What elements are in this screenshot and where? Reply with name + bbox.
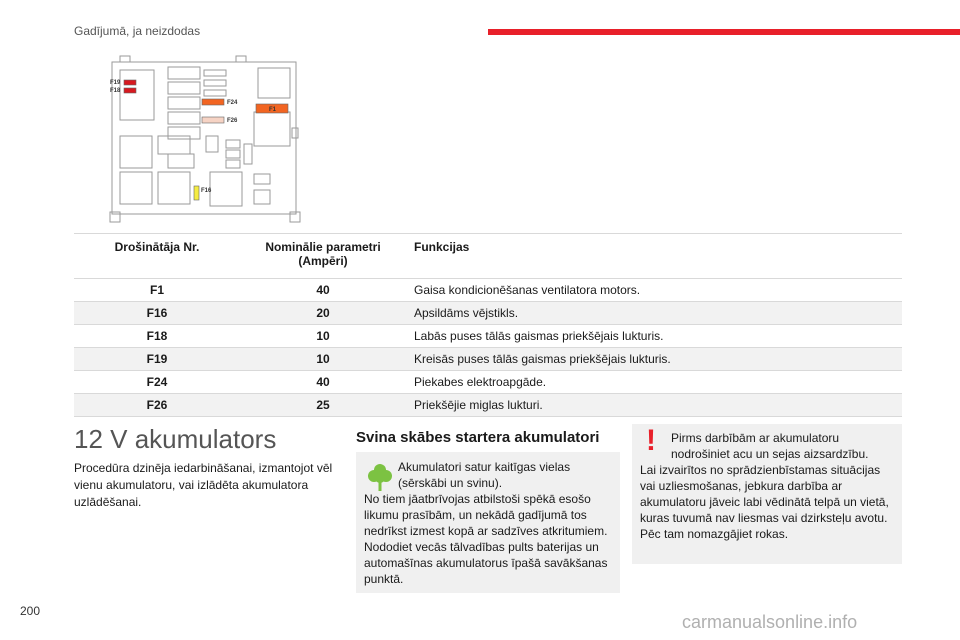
table-row — [74, 302, 902, 325]
eco-body-text: No tiem jāatbrīvojas atbilstoši spēkā esošo likumu prasībām, un nekādā gadījumā tos nedrīkst izmest kopā ar sadzīves atkritumiem. Nododiet vecās tālvadības pults baterijas un automašīnas akumulatorus īpašā savākšanas punktā. — [364, 492, 608, 586]
warning-body — [640, 462, 898, 542]
cell-fuse: F26 — [74, 394, 240, 417]
fuse-f26 — [202, 117, 224, 123]
warning-body-text-2: Pēc tam nomazgājiet rokas. — [640, 527, 789, 541]
table-row — [74, 325, 902, 348]
table-row — [74, 371, 902, 394]
fuse-f24 — [202, 99, 224, 105]
page-number: 200 — [20, 604, 41, 618]
cell-function: Kreisās puses tālās gaismas priekšējais lukturis. — [406, 348, 902, 371]
fuse-box-diagram — [106, 52, 302, 224]
cell-fuse: F24 — [74, 371, 240, 394]
cell-fuse: F1 — [74, 279, 240, 302]
header-rating-line1: Nominālie parametri — [265, 240, 381, 254]
cell-function: Piekabes elektroapgāde. — [406, 371, 902, 394]
warning-body-text: Lai izvairītos no sprādzienbīstamas situācijas vai uzliesmošanas, jebkura darbība ar akumulatoru jāveic labi vēdinātā telpā un vietā, kuras tuvumā nav liesmas vai dzirksteļu avotu. — [640, 463, 889, 525]
fuse-f19 — [124, 80, 136, 85]
cell-amps: 40 — [240, 371, 406, 394]
cell-fuse: F19 — [74, 348, 240, 371]
header-rating — [240, 234, 406, 279]
fuse-label-f24: F24 — [227, 100, 238, 106]
cell-amps: 40 — [240, 279, 406, 302]
table-header-row — [74, 234, 902, 279]
fuse-table — [74, 233, 902, 417]
cell-fuse: F16 — [74, 302, 240, 325]
cell-amps: 25 — [240, 394, 406, 417]
fuse-label-f1: F1 — [269, 107, 277, 113]
fuse-label-f26: F26 — [227, 118, 238, 124]
cell-fuse: F18 — [74, 325, 240, 348]
warning-icon: ! — [646, 424, 656, 457]
cell-amps: 20 — [240, 302, 406, 325]
eco-note-box — [356, 452, 620, 593]
page-header-section: Gadījumā, ja neizdodas — [74, 24, 201, 38]
table-row — [74, 348, 902, 371]
warning-box — [632, 424, 902, 564]
fuse-f16 — [194, 186, 199, 200]
header-rating-line2: (Ampēri) — [298, 254, 348, 268]
table-row — [74, 279, 902, 302]
cell-function: Apsildāms vējstikls. — [406, 302, 902, 325]
fuse-f18 — [124, 88, 136, 93]
section-intro-text: Procedūra dzinēja iedarbināšanai, izmantojot vēl vienu akumulatoru, vai izlādēta akumulatora uzlādēšanai. — [74, 461, 333, 509]
cell-function: Priekšējie miglas lukturi. — [406, 394, 902, 417]
cell-function: Labās puses tālās gaismas priekšējais lukturis. — [406, 325, 902, 348]
eco-lead-text: Akumulatori satur kaitīgas vielas (sērskābi un svinu). — [398, 460, 571, 490]
cell-amps: 10 — [240, 325, 406, 348]
table-row — [74, 394, 902, 417]
tree-icon — [368, 462, 392, 492]
cell-function: Gaisa kondicionēšanas ventilatora motors. — [406, 279, 902, 302]
header-fuse-no: Drošinātāja Nr. — [74, 234, 240, 279]
fuse-label-f19: F19 — [110, 80, 121, 86]
fuse-label-f16: F16 — [201, 188, 212, 194]
header-accent-bar — [488, 29, 960, 35]
lead-acid-title: Svina skābes startera akumulatori — [356, 429, 600, 446]
section-title: 12 V akumulators — [74, 424, 277, 454]
warning-lead-text: Pirms darbībām ar akumulatoru nodrošiniet acu un sejas aizsardzību. — [671, 431, 869, 461]
header-function: Funkcijas — [406, 234, 902, 279]
fuse-label-f18: F18 — [110, 88, 121, 94]
watermark-text: carmanualsonline.info — [682, 612, 858, 632]
cell-amps: 10 — [240, 348, 406, 371]
